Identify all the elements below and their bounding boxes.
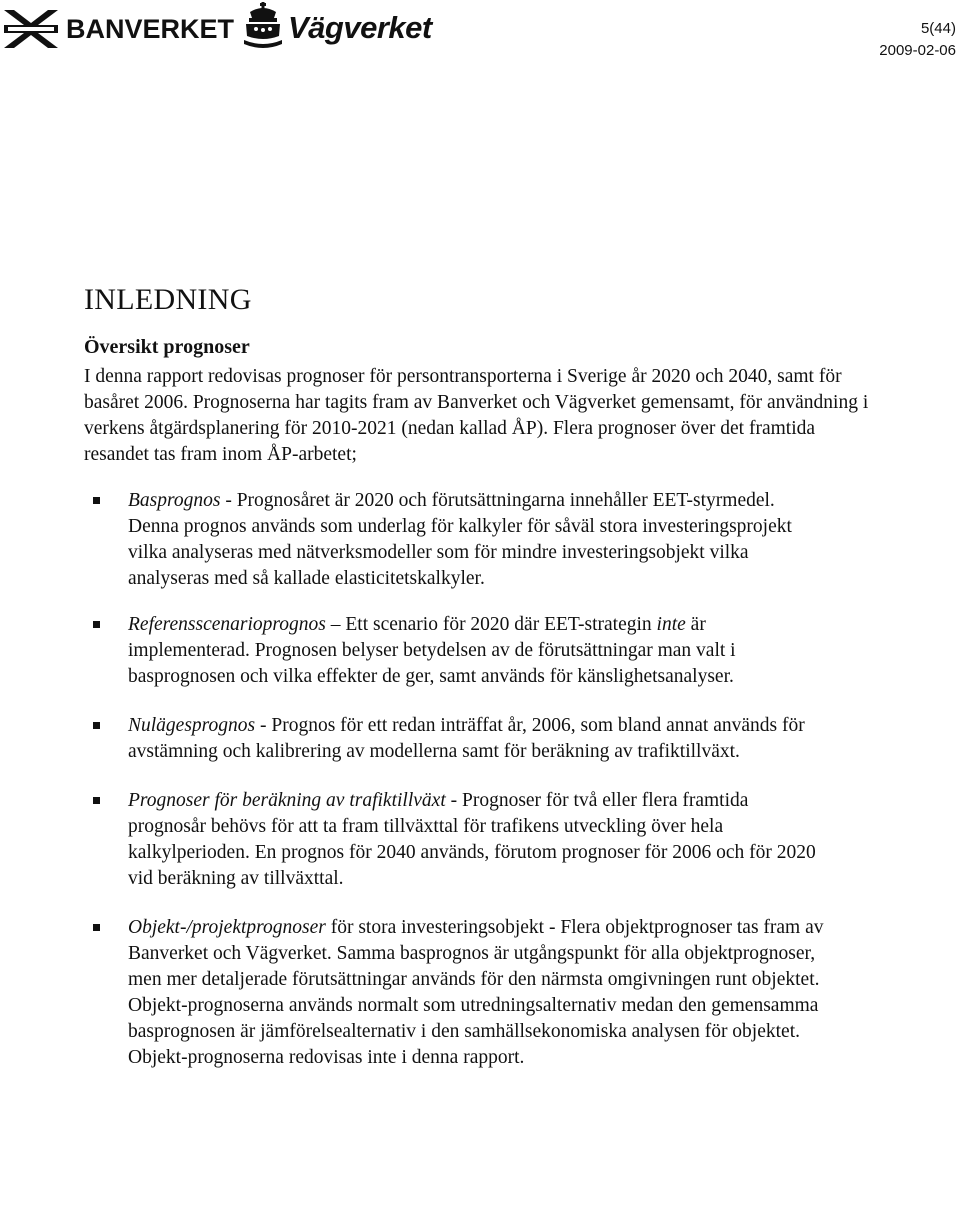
- list-item-text: är implementerad. Prognosen belyser betydelsen av de förutsättningar man valt i basprognosen och vilka effekter de ger, samt används för känslighetsanalyser.: [128, 614, 736, 687]
- list-item-term: Referensscenarioprognos: [128, 614, 326, 635]
- list-item-basprognos: [84, 488, 828, 592]
- list-item-text: - Prognosåret är 2020 och förutsättningarna innehåller EET-styrmedel. Denna prognos används som underlag för kalkyler för såväl stora investeringsprojekt vilka analyseras med nätverksmodeller som för mindre investeringsobjekt vilka analyseras med så kallade elasticitetskalkyler.: [128, 490, 792, 589]
- list-item-term: Nulägesprognos: [128, 715, 256, 736]
- list-item-text: – Ett scenario för 2020 där EET-strategin: [325, 614, 657, 635]
- list-item-objektprognoser: [84, 915, 828, 1071]
- list-item-text: - Prognoser för två eller flera framtida prognosår behövs för att ta fram tillväxttal för trafikens utveckling över hela kalkylperioden. En prognos för 2040 används, förutom prognoser för 2006 och för 2020 vid beräkning av tillväxttal.: [128, 790, 816, 889]
- vagverket-logo-text: Vägverket: [288, 10, 432, 45]
- vagverket-logo: [242, 2, 432, 54]
- list-item-term: Basprognos: [128, 490, 221, 511]
- list-item-nulagesprognos: [84, 713, 828, 765]
- crown-emblem-icon: [242, 2, 284, 54]
- list-item-referensscenario: [84, 612, 828, 690]
- banverket-logo: [2, 6, 234, 52]
- list-item-term: Objekt-/projektprognoser: [128, 917, 326, 938]
- list-item-text: - Prognos för ett redan inträffat år, 2006, som bland annat används för avstämning och kalibrering av modellerna samt för beräkning av trafiktillväxt.: [128, 715, 805, 762]
- page-number: 5(44): [920, 20, 956, 37]
- page-info: [879, 18, 956, 62]
- document-date: 2009-02-06: [879, 42, 956, 59]
- bullet-icon: [93, 621, 100, 628]
- list-item-trafiktillvaxt: [84, 788, 828, 892]
- intro-paragraph: I denna rapport redovisas prognoser för persontransporterna i Sverige år 2020 och 2040, samt för basåret 2006. Prognoserna har tagits fram av Banverket och Vägverket gemensamt, för användning i verkens åtgärdsplanering för 2010-2021 (nedan kallad ÅP). Flera prognoser över det framtida resandet tas fram inom ÅP-arbetet;: [84, 366, 869, 465]
- banverket-logo-text: BANVERKET: [66, 13, 235, 44]
- bullet-icon: [93, 722, 100, 729]
- section-subtitle: Översikt prognoser: [84, 336, 250, 358]
- list-item-text: för stora investeringsobjekt - Flera objektprognoser tas fram av Banverket och Vägverket. Samma basprognos är utgångspunkt för alla objektprognoser, men mer detaljerade förutsättningar används för den närmsta omgivningen runt objektet. Objekt-prognoserna används normalt som utredningsalternativ medan den gemensamma basprognosen är jämförelsealternativ i den samhällsekonomiska analysen för objektet. Objekt-prognoserna redovisas inte i denna rapport.: [128, 917, 824, 1068]
- section-title: INLEDNING: [84, 283, 252, 316]
- bullet-icon: [93, 797, 100, 804]
- list-item-term: Prognoser för beräkning av trafiktillväxt: [128, 790, 446, 811]
- main-content: [84, 280, 944, 1071]
- banverket-emblem-icon: [2, 6, 60, 52]
- list-item-emphasis: inte: [656, 614, 686, 635]
- logo-row: [0, 0, 480, 60]
- bullet-icon: [93, 497, 100, 504]
- prognosis-list: [84, 488, 944, 1071]
- bullet-icon: [93, 924, 100, 931]
